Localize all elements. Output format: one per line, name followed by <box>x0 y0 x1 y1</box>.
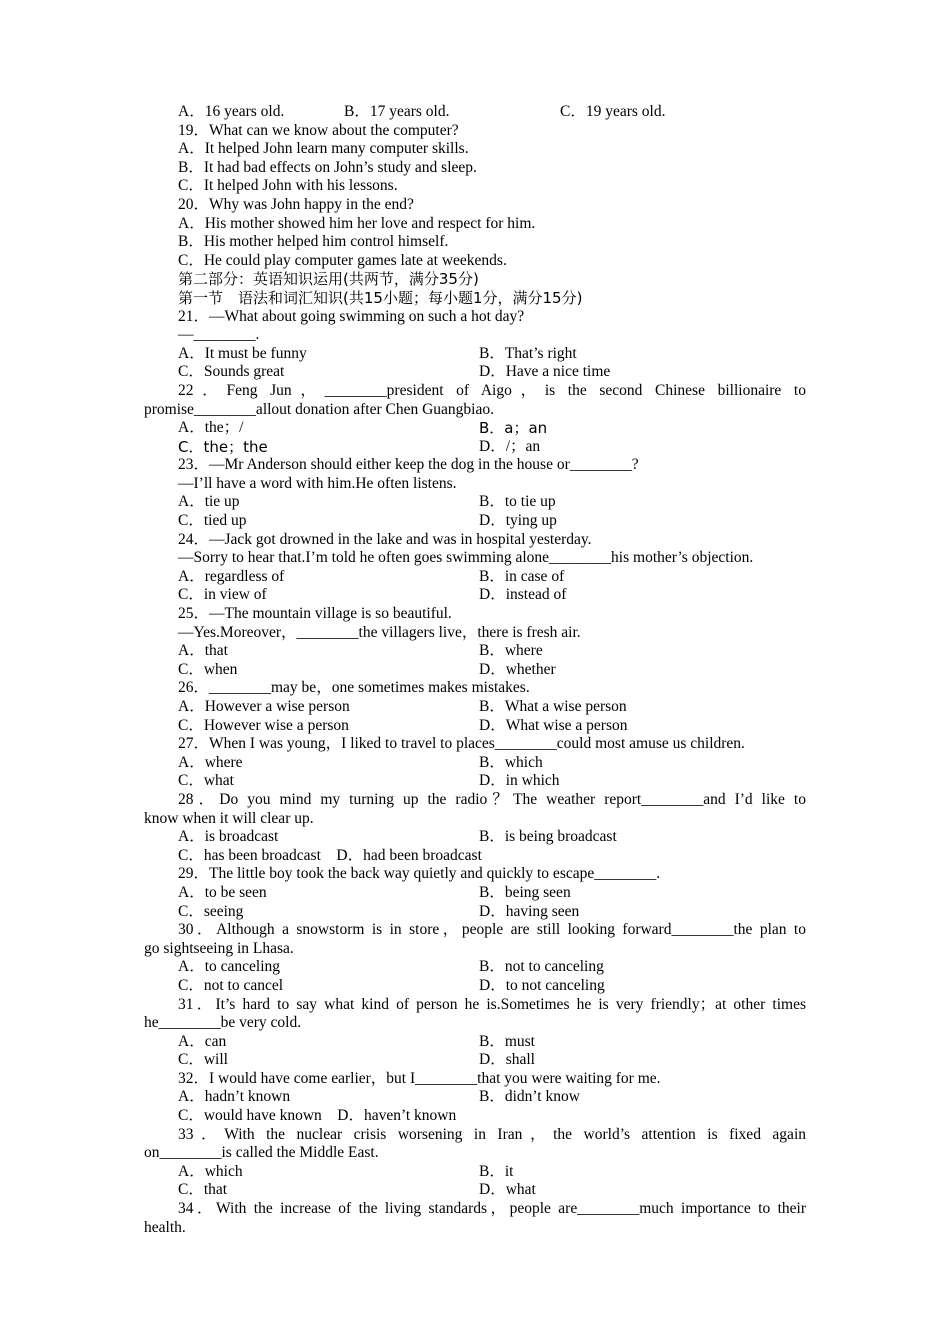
q24-options-cd <box>144 586 806 605</box>
q32-options-cd: C．would have known D．haven’t known <box>178 1107 457 1125</box>
q23-response: —I’ll have a word with him.He often listens. <box>178 474 457 492</box>
q21-option-b: B．That’s right <box>479 344 577 362</box>
q29-options-ab <box>144 884 806 903</box>
q30-option-b: B．not to canceling <box>479 958 604 976</box>
q23-stem: 23．—Mr Anderson should either keep the dog in the house or________? <box>178 456 639 474</box>
q20-stem: 20．Why was John happy in the end? <box>178 195 414 213</box>
q18-option-a: A．16 years old. <box>178 103 285 120</box>
q33-options-ab <box>144 1163 806 1182</box>
q22-option-b: B．a；an <box>479 419 548 438</box>
q21-option-d: D．Have a nice time <box>479 363 611 381</box>
q29-option-b: B．being seen <box>479 883 571 901</box>
q26-option-c: C．However wise a person <box>178 716 349 734</box>
q33-option-b: B．it <box>479 1162 514 1180</box>
q30-option-d: D．to not canceling <box>479 976 605 994</box>
q25-option-b: B．where <box>479 642 543 660</box>
q19-option-a: A．It helped John learn many computer skills. <box>178 140 469 158</box>
q28-option-a: A．is broadcast <box>178 828 279 846</box>
q27-option-d: D．in which <box>479 772 560 790</box>
q24-option-d: D．instead of <box>479 586 567 604</box>
q27-option-a: A．where <box>178 753 243 771</box>
q24-option-a: A．regardless of <box>178 567 285 585</box>
q22-stem-line1: 22．Feng Jun，________president of Aigo，is the second Chinese billionaire to <box>178 381 806 399</box>
q28-option-b: B．is being broadcast <box>479 828 617 846</box>
q21-response: —________. <box>178 326 260 344</box>
q24-response: —Sorry to hear that.I’m told he often goes swimming alone________his mother’s objection. <box>178 549 754 567</box>
q18-option-b: B．17 years old. <box>344 103 450 120</box>
q19-option-c: C．It helped John with his lessons. <box>178 177 398 195</box>
q24-stem: 24．—Jack got drowned in the lake and was in hospital yesterday. <box>178 530 592 548</box>
q23-options-ab <box>144 493 806 512</box>
q28-options-ab <box>144 828 806 847</box>
q26-option-d: D．What wise a person <box>479 716 628 734</box>
q26-option-b: B．What a wise person <box>479 698 627 715</box>
q25-stem: 25．—The mountain village is so beautiful. <box>178 605 452 623</box>
q29-option-d: D．having seen <box>479 902 580 920</box>
q26-options-ab <box>144 698 806 717</box>
q28-stem-line2: know when it will clear up. <box>144 809 314 827</box>
q33-option-c: C．that <box>178 1181 228 1199</box>
q18-options <box>144 103 806 122</box>
q25-option-a: A．that <box>178 642 228 660</box>
q31-option-b: B．must <box>479 1032 535 1050</box>
q23-option-a: A．tie up <box>178 493 240 511</box>
q21-option-a: A．It must be funny <box>178 344 307 362</box>
q29-stem: 29．The little boy took the back way quietly and quickly to escape________. <box>178 865 661 883</box>
q24-options-ab <box>144 568 806 587</box>
q31-stem-line1: 31．It’s hard to say what kind of person he is.Sometimes he is very friendly；at other times <box>178 995 806 1013</box>
q21-options-ab <box>144 345 806 364</box>
q26-stem: 26．________may be，one sometimes makes mistakes. <box>178 679 530 697</box>
q31-options-ab <box>144 1033 806 1052</box>
q31-option-d: D．shall <box>479 1051 535 1069</box>
q34-stem-line1: 34．With the increase of the living standards，people are________much importance to their <box>178 1200 806 1218</box>
q28-options-cd: C．has been broadcast D．had been broadcast <box>178 846 482 864</box>
q24-option-b: B．in case of <box>479 567 565 585</box>
q22-option-c: C．the；the <box>178 437 268 456</box>
q33-stem-line2: on________is called the Middle East. <box>144 1144 379 1162</box>
q31-option-a: A．can <box>178 1032 227 1050</box>
q31-stem-line2: he________be very cold. <box>144 1014 302 1032</box>
q27-option-c: C．what <box>178 772 234 790</box>
q19-stem: 19．What can we know about the computer? <box>178 121 459 139</box>
q29-options-cd <box>144 903 806 922</box>
q22-stem-line2: promise________allout donation after Chen Guangbiao. <box>144 400 494 418</box>
q32-option-b: B．didn’t know <box>479 1088 580 1106</box>
q33-stem-line1: 33．With the nuclear crisis worsening in Iran，the world’s attention is fixed again <box>178 1125 806 1143</box>
exam-page <box>144 103 806 1237</box>
q23-option-d: D．tying up <box>479 512 557 530</box>
q20-option-a: A．His mother showed him her love and respect for him. <box>178 214 536 232</box>
q30-option-c: C．not to cancel <box>178 976 284 994</box>
q20-option-c: C．He could play computer games late at weekends. <box>178 251 507 269</box>
q20-option-b: B．His mother helped him control himself. <box>178 233 449 251</box>
q25-option-d: D．whether <box>479 660 556 678</box>
q18-option-c: C．19 years old. <box>560 103 666 120</box>
q25-response: —Yes.Moreover，________the villagers live，there is fresh air. <box>178 623 581 641</box>
q22-option-a: A．the；/ <box>178 419 244 437</box>
q19-option-b: B．It had bad effects on John’s study and sleep. <box>178 158 477 176</box>
q27-options-cd <box>144 772 806 791</box>
q21-options-cd <box>144 363 806 382</box>
q29-option-a: A．to be seen <box>178 883 267 901</box>
q25-options-cd <box>144 661 806 680</box>
q32-option-a: A．hadn’t known <box>178 1088 291 1106</box>
q30-options-cd <box>144 977 806 996</box>
q25-option-c: C．when <box>178 660 238 678</box>
q22-options-ab <box>144 419 806 438</box>
q32-options-ab <box>144 1088 806 1107</box>
q31-option-c: C．will <box>178 1051 228 1069</box>
q33-option-d: D．what <box>479 1181 536 1199</box>
q26-options-cd <box>144 717 806 736</box>
q27-option-b: B．which <box>479 753 543 771</box>
q23-option-b: B．to tie up <box>479 493 556 511</box>
q23-options-cd <box>144 512 806 531</box>
section1-title: 第一节 语法和词汇知识(共15小题；每小题1分，满分15分) <box>178 288 583 307</box>
q25-options-ab <box>144 642 806 661</box>
q29-option-c: C．seeing <box>178 902 244 920</box>
q30-stem-line2: go sightseeing in Lhasa. <box>144 939 294 957</box>
q22-option-d: D．/；an <box>479 437 541 455</box>
q30-option-a: A．to canceling <box>178 958 281 976</box>
q32-stem: 32．I would have come earlier，but I________that you were waiting for me. <box>178 1069 661 1087</box>
q30-options-ab <box>144 958 806 977</box>
q27-stem: 27．When I was young，I liked to travel to places________could most amuse us children. <box>178 735 745 753</box>
q33-options-cd <box>144 1181 806 1200</box>
q26-option-a: A．However a wise person <box>178 698 350 715</box>
q27-options-ab <box>144 754 806 773</box>
q28-stem-line1: 28．Do you mind my turning up the radio？The weather report________and I’d like to <box>178 790 806 808</box>
q30-stem-line1: 30．Although a snowstorm is in store，people are still looking forward________the plan to <box>178 921 806 939</box>
q21-option-c: C．Sounds great <box>178 363 285 381</box>
q24-option-c: C．in view of <box>178 586 267 604</box>
q21-stem: 21．—What about going swimming on such a hot day? <box>178 307 525 325</box>
q23-option-c: C．tied up <box>178 512 247 530</box>
q22-options-cd <box>144 438 806 457</box>
q34-stem-line2: health. <box>144 1218 186 1236</box>
q31-options-cd <box>144 1051 806 1070</box>
q33-option-a: A．which <box>178 1162 243 1180</box>
part2-title: 第二部分：英语知识运用(共两节，满分35分) <box>178 270 479 289</box>
